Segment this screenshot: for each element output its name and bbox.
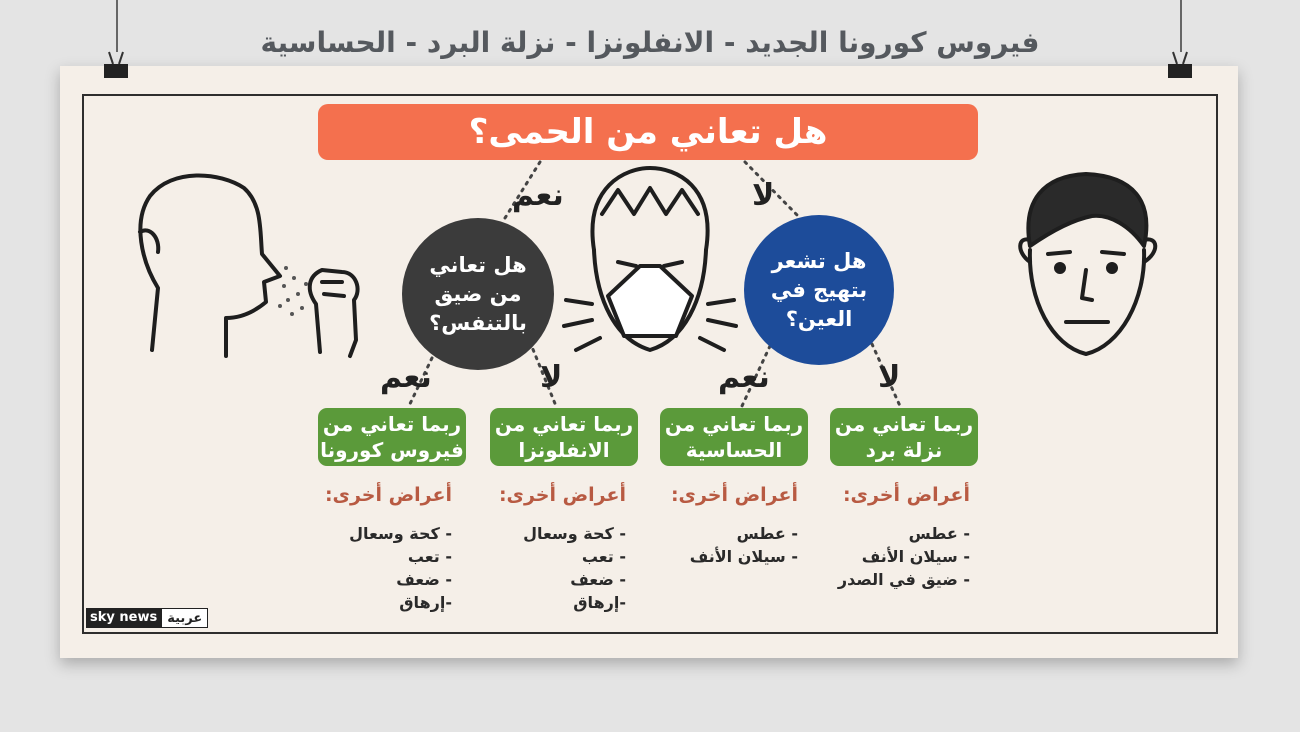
symptom-item: - سيلان الأنف xyxy=(861,547,970,566)
symptom-item: -إرهاق xyxy=(573,593,626,612)
neutral-face-icon xyxy=(1020,174,1155,354)
symptoms-title-allergy: أعراض أخرى: xyxy=(670,484,798,506)
symptoms-list-flu xyxy=(523,522,626,614)
sky-news-arabia-logo xyxy=(86,608,208,628)
cough-droplets-icon xyxy=(278,266,308,316)
symptom-item: - كحة وسعال xyxy=(523,524,626,543)
result-cold: ربما تعاني من نزلة برد xyxy=(830,408,978,466)
symptom-item: - عطس xyxy=(736,524,798,543)
symptom-item: - سيلان الأنف xyxy=(689,547,798,566)
symptom-item: - ضعف xyxy=(396,570,452,589)
coughing-person-icon xyxy=(140,175,358,356)
symptom-item: - ضيق في الصدر xyxy=(837,570,970,589)
logo-part-sky-news: sky news xyxy=(86,608,161,628)
result-allergy: ربما تعاني من الحساسية xyxy=(660,408,808,466)
symptoms-title-flu: أعراض أخرى: xyxy=(498,484,626,506)
symptom-item: - ضعف xyxy=(570,570,626,589)
symptoms-list-corona xyxy=(349,522,452,614)
label-no-eye: لا xyxy=(878,360,901,395)
page-title: فيروس كورونا الجديد - الانفلونزا - نزلة البرد - الحساسية xyxy=(260,26,1040,59)
label-yes-breath: نعم xyxy=(380,360,432,395)
symptoms-title-corona: أعراض أخرى: xyxy=(324,484,452,506)
eye-question-text: هل تشعر بتهيج في العين؟ xyxy=(770,248,868,331)
masked-face-icon xyxy=(564,168,736,350)
label-yes-fever: نعم xyxy=(512,178,564,213)
symptoms-title-cold: أعراض أخرى: xyxy=(842,484,970,506)
logo-part-arabia: عربية xyxy=(161,608,208,628)
label-yes-eye: نعم xyxy=(718,360,770,395)
fever-question-banner: هل تعاني من الحمى؟ xyxy=(318,104,978,160)
symptom-item: -إرهاق xyxy=(399,593,452,612)
label-no-fever: لا xyxy=(752,178,775,213)
symptoms-list-allergy xyxy=(690,522,798,568)
breathing-question-text: هل تعاني من ضيق بالتنفس؟ xyxy=(429,252,527,335)
result-corona: ربما تعاني من فيروس كورونا xyxy=(318,408,466,466)
symptoms-list-cold xyxy=(838,522,970,591)
label-no-breath: لا xyxy=(540,360,563,395)
symptom-item: - تعب xyxy=(581,547,626,566)
eye-irritation-question-circle xyxy=(744,215,894,365)
breathing-question-circle xyxy=(402,218,554,370)
symptom-item: - تعب xyxy=(407,547,452,566)
symptom-item: - عطس xyxy=(908,524,970,543)
result-flu: ربما تعاني من الانفلونزا xyxy=(490,408,638,466)
symptom-item: - كحة وسعال xyxy=(349,524,452,543)
